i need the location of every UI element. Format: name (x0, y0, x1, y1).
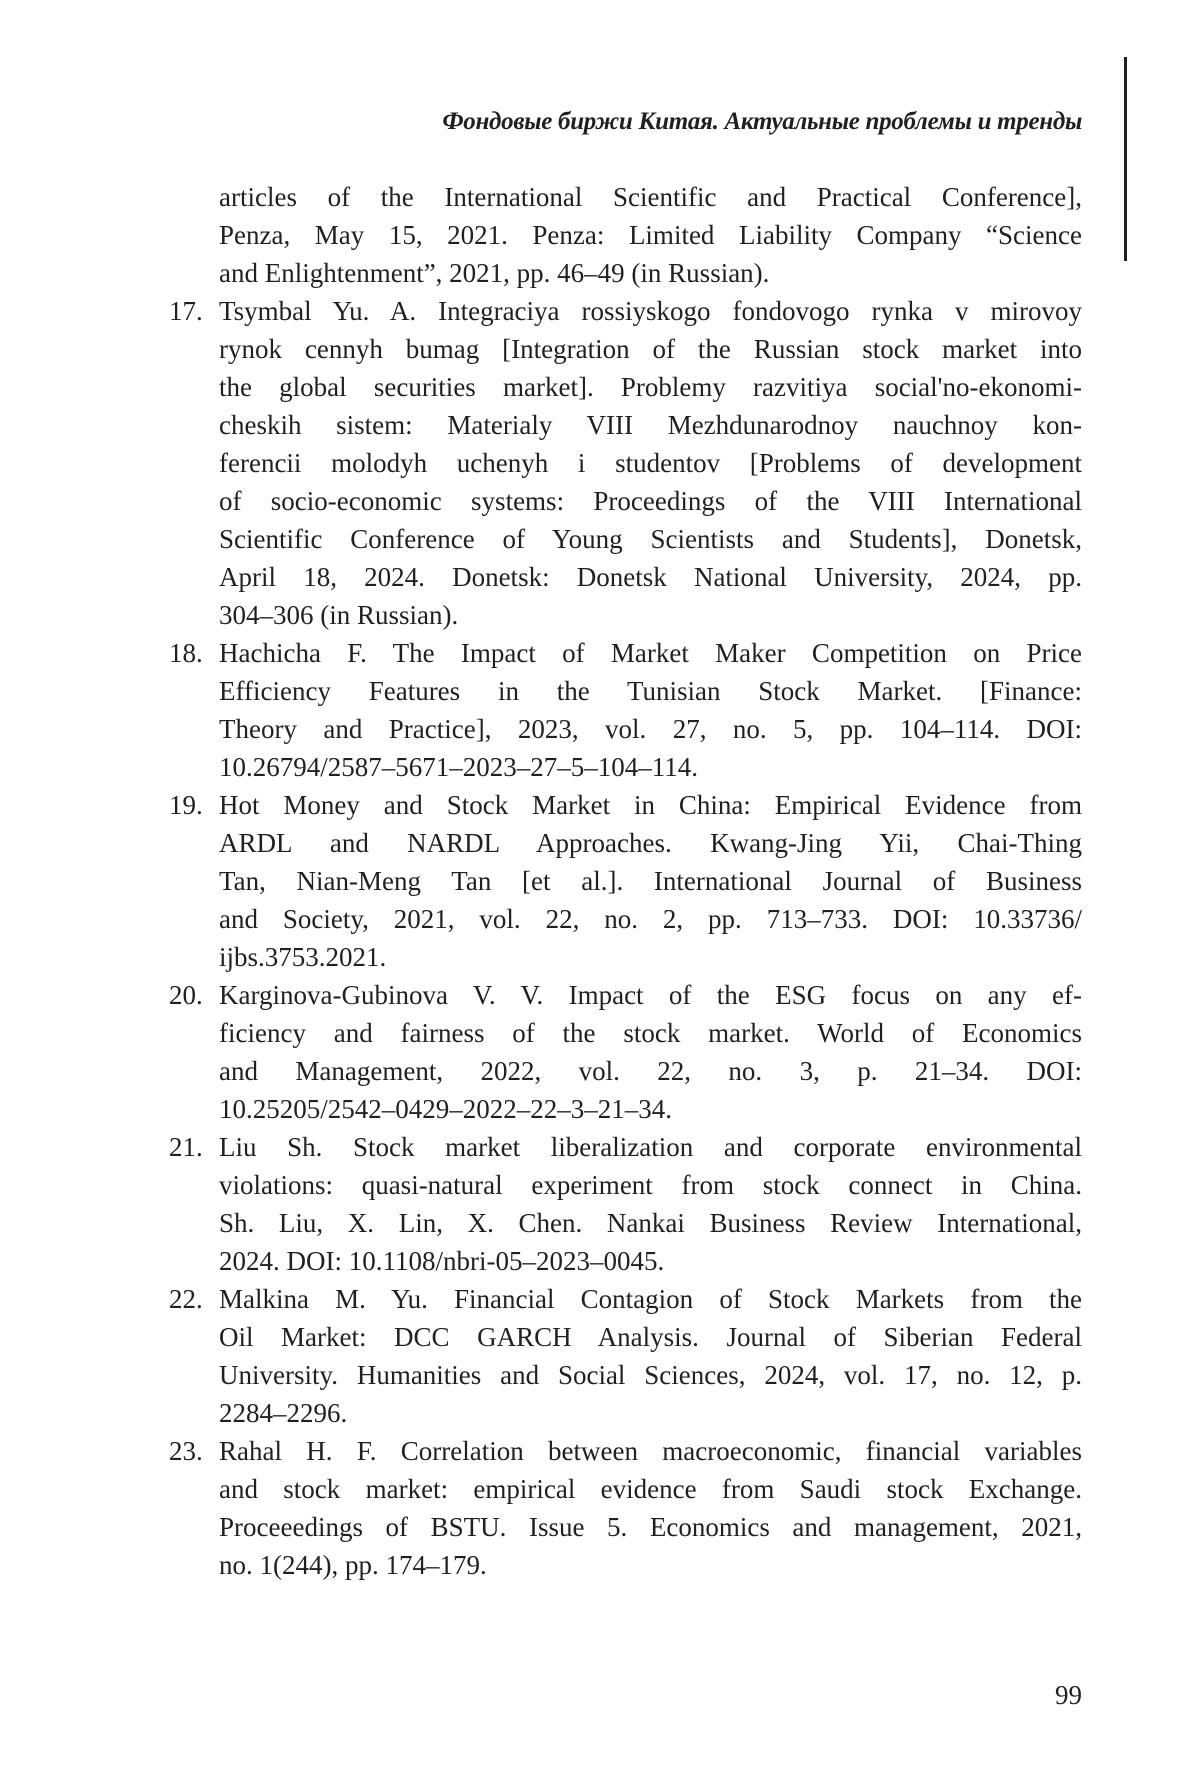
reference-line (169, 520, 1082, 558)
reference-text: 10.25205/2542–0429–2022–22–3–21–34. (219, 1090, 1082, 1128)
reference-text: Tsymbal Yu. A. Integraciya rossiyskogo fondovogo rynka v mirovoy (219, 292, 1082, 330)
reference-line (169, 482, 1082, 520)
reference-text: cheskih sistem: Materialy VIII Mezhdunarodnoy nauchnoy kon- (219, 406, 1082, 444)
reference-line (169, 1204, 1082, 1242)
reference-text: of socio-economic systems: Proceedings of the VIII International (219, 482, 1082, 520)
reference-text: ARDL and NARDL Approaches. Kwang-Jing Yii, Chai-Thing (219, 824, 1082, 862)
reference-line (169, 672, 1082, 710)
reference-line (169, 254, 1082, 292)
reference-line (169, 368, 1082, 406)
reference-text: Efficiency Features in the Tunisian Stock Market. [Finance: (219, 672, 1082, 710)
reference-line (169, 900, 1082, 938)
margin-rule (1124, 57, 1127, 261)
reference-line (169, 178, 1082, 216)
reference-text: ficiency and fairness of the stock market. World of Economics (219, 1014, 1082, 1052)
reference-line (169, 786, 1082, 824)
reference-text: ijbs.3753.2021. (219, 938, 1082, 976)
reference-line (169, 216, 1082, 254)
page-number: 99 (1055, 1680, 1082, 1711)
reference-line (169, 406, 1082, 444)
reference-text: violations: quasi-natural experiment from stock connect in China. (219, 1166, 1082, 1204)
reference-line (169, 292, 1082, 330)
reference-text: Penza, May 15, 2021. Penza: Limited Liability Company “Science (219, 216, 1082, 254)
reference-line (169, 1318, 1082, 1356)
reference-text: and stock market: empirical evidence from Saudi stock Exchange. (219, 1470, 1082, 1508)
reference-number: 21. (169, 1128, 203, 1166)
reference-line (169, 1052, 1082, 1090)
reference-line (169, 330, 1082, 368)
reference-text: Scientific Conference of Young Scientists and Students], Donetsk, (219, 520, 1082, 558)
reference-text: 2024. DOI: 10.1108/nbri-05–2023–0045. (219, 1242, 1082, 1280)
reference-text: no. 1(244), pp. 174–179. (219, 1546, 1082, 1584)
reference-number: 17. (169, 292, 203, 330)
reference-line (169, 596, 1082, 634)
reference-text: April 18, 2024. Donetsk: Donetsk National University, 2024, pp. (219, 558, 1082, 596)
reference-number: 20. (169, 976, 203, 1014)
reference-text: Sh. Liu, X. Lin, X. Chen. Nankai Business Review International, (219, 1204, 1082, 1242)
reference-text: and Management, 2022, vol. 22, no. 3, p. 21–34. DOI: (219, 1052, 1082, 1090)
reference-text: Liu Sh. Stock market liberalization and corporate environmental (219, 1128, 1082, 1166)
reference-number: 22. (169, 1280, 203, 1318)
reference-text: ferencii molodyh uchenyh i studentov [Problems of development (219, 444, 1082, 482)
reference-line (169, 634, 1082, 672)
reference-list (169, 178, 1082, 1584)
reference-line (169, 976, 1082, 1014)
reference-line (169, 1014, 1082, 1052)
reference-number: 19. (169, 786, 203, 824)
reference-text: Malkina M. Yu. Financial Contagion of Stock Markets from the (219, 1280, 1082, 1318)
reference-line (169, 1280, 1082, 1318)
reference-line (169, 862, 1082, 900)
reference-text: Hot Money and Stock Market in China: Empirical Evidence from (219, 786, 1082, 824)
reference-line (169, 558, 1082, 596)
reference-text: Hachicha F. The Impact of Market Maker Competition on Price (219, 634, 1082, 672)
reference-number: 18. (169, 634, 203, 672)
reference-text: 304–306 (in Russian). (219, 596, 1082, 634)
reference-text: University. Humanities and Social Sciences, 2024, vol. 17, no. 12, p. (219, 1356, 1082, 1394)
running-header: Фондовые биржи Китая. Актуальные проблемы и тренды (442, 108, 1082, 136)
reference-line (169, 1242, 1082, 1280)
reference-line (169, 1432, 1082, 1470)
reference-line (169, 1128, 1082, 1166)
reference-line (169, 1166, 1082, 1204)
reference-text: articles of the International Scientific and Practical Conference], (219, 178, 1082, 216)
reference-text: Karginova-Gubinova V. V. Impact of the ESG focus on any ef- (219, 976, 1082, 1014)
reference-text: Theory and Practice], 2023, vol. 27, no. 5, pp. 104–114. DOI: (219, 710, 1082, 748)
reference-line (169, 1508, 1082, 1546)
reference-line (169, 824, 1082, 862)
reference-line (169, 1090, 1082, 1128)
reference-line (169, 938, 1082, 976)
reference-text: the global securities market]. Problemy razvitiya social'no-ekonomi- (219, 368, 1082, 406)
reference-text: 10.26794/2587–5671–2023–27–5–104–114. (219, 748, 1082, 786)
reference-text: Proceeedings of BSTU. Issue 5. Economics and management, 2021, (219, 1508, 1082, 1546)
reference-number: 23. (169, 1432, 203, 1470)
reference-line (169, 444, 1082, 482)
reference-text: 2284–2296. (219, 1394, 1082, 1432)
reference-line (169, 1394, 1082, 1432)
reference-text: Tan, Nian-Meng Tan [et al.]. International Journal of Business (219, 862, 1082, 900)
reference-line (169, 1546, 1082, 1584)
reference-line (169, 1356, 1082, 1394)
reference-text: and Enlightenment”, 2021, pp. 46–49 (in Russian). (219, 254, 1082, 292)
reference-text: and Society, 2021, vol. 22, no. 2, pp. 713–733. DOI: 10.33736/ (219, 900, 1082, 938)
reference-line (169, 748, 1082, 786)
reference-text: rynok cennyh bumag [Integration of the Russian stock market into (219, 330, 1082, 368)
reference-text: Oil Market: DCC GARCH Analysis. Journal of Siberian Federal (219, 1318, 1082, 1356)
reference-text: Rahal H. F. Correlation between macroeconomic, financial variables (219, 1432, 1082, 1470)
reference-line (169, 1470, 1082, 1508)
reference-line (169, 710, 1082, 748)
